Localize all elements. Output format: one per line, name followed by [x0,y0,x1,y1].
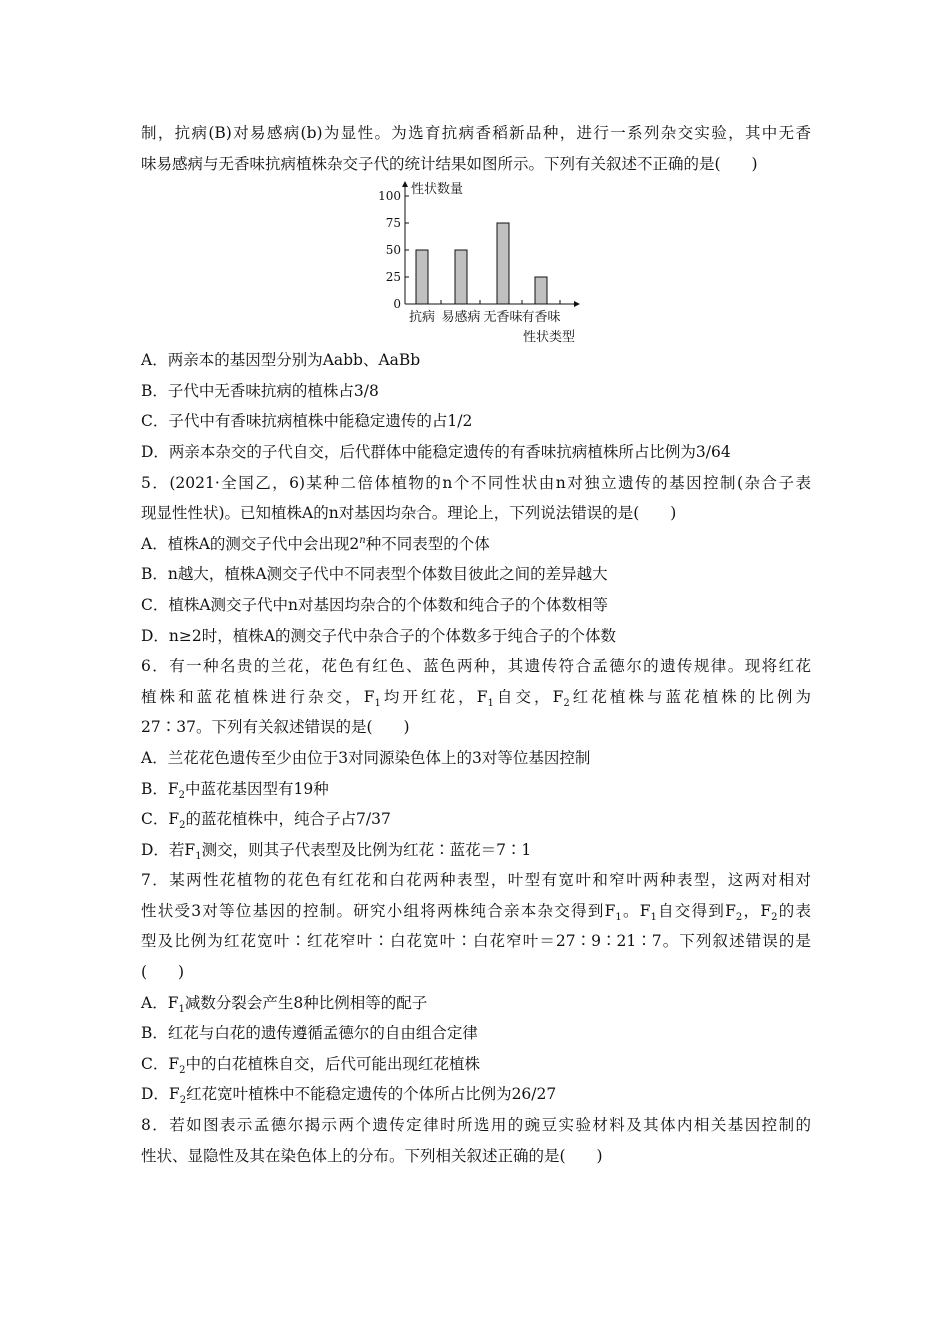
q7-sub-2a: 2 [735,911,743,923]
q7-option-c-pre: C．F [141,1054,180,1073]
q6-stem-line-3: 27∶37。下列有关叙述错误的是( ) [141,718,410,737]
q6-option-d-post: 测交，则其子代表型及比例为红花∶蓝花＝7∶1 [201,840,532,859]
q5-option-a-sup: n [359,534,366,546]
q7-stem-line-3: 型及比例为红花宽叶∶红花窄叶∶白花宽叶∶白花窄叶＝27∶9∶21∶7。下列叙述错误的是 [141,932,811,951]
q7-option-c-post: 中的白花植株自交，后代可能出现红花植株 [185,1054,481,1073]
q5-option-a [141,529,811,560]
q6-sub-1a: 1 [374,697,381,709]
q7-option-d-post: 红花宽叶植株中不能稳定遗传的个体所占比例为26/27 [186,1085,557,1104]
q6-sub-1b: 1 [487,697,494,709]
q6-option-c-pre: C．F [141,810,180,829]
document-content [141,118,811,1171]
x-tick-label: 易感病 [441,310,481,326]
q4-option-c: C．子代中有香味抗病植株中能稳定遗传的占1/2 [141,412,473,431]
q5-option-a-pre: A．植株A的测交子代中会出现2 [141,534,360,553]
q6-stem-line-2 [141,682,811,713]
bar [455,250,467,304]
q6-option-b-post: 中蓝花基因型有19种 [185,779,329,798]
q4-stem-line-2: 味易感病与无香味抗病植株杂交子代的统计结果如图所示。下列有关叙述不正确的是( ) [141,154,758,173]
q4-option-b: B．子代中无香味抗病的植株占3/8 [141,381,379,400]
q6-option-b-sub: 2 [178,789,186,801]
q5-option-b: B．n越大，植株A测交子代中不同表型个体数目彼此之间的差异越大 [141,565,608,584]
q5-option-d: D．n≥2时，植株A的测交子代中杂合子的个体数多于纯合子的个体数 [141,626,616,645]
y-tick-label: 100 [378,189,401,204]
y-tick-label: 25 [385,270,401,285]
x-tick-label: 无香味 [483,310,523,326]
q7-option-b: B．红花与白花的遗传遵循孟德尔的自由组合定律 [141,1024,478,1043]
x-tick-label: 抗病 [408,310,436,326]
q6-l2-a: 植株和蓝花植株进行杂交，F [141,687,375,706]
q6-option-d-sub: 1 [195,850,202,862]
q4-option-a: A．两亲本的基因型分别为Aabb、AaBb [141,351,421,370]
y-tick-label: 50 [385,243,401,258]
q7-option-d-sub: 2 [179,1095,187,1107]
q7-option-c [141,1049,811,1080]
q4-stem-line-1: 制，抗病(B)对易感病(b)为显性。为选育抗病香稻新品种，进行一系列杂交实验，其中无香 [141,124,811,142]
q7-stem-line-4: ( ) [141,963,185,982]
q6-l2-b: 均开红花，F [380,687,488,706]
q5-stem-line-1: 5．(2021·全国乙，6)某种二倍体植物的n个不同性状由n对独立遗传的基因控制(杂合子表 [141,473,811,492]
q5-option-a-post: 种不同表型的个体 [365,534,490,553]
q6-option-c [141,804,811,835]
q6-l2-c: 自交，F [493,687,564,706]
q8-stem-line-1: 8．若如图表示孟德尔揭示两个遗传定律时所选用的豌豆实验材料及其体内相关基因控制的 [141,1116,811,1135]
q7-sub-1a: 1 [615,911,622,923]
bar [497,223,509,304]
q6-option-c-post: 的蓝花植株中，纯合子占7/37 [185,810,391,829]
q5-stem-line-2: 现显性性状)。已知植株A的n对基因均杂合。理论上，下列说法错误的是( ) [141,504,677,523]
bar-chart [141,179,811,347]
q7-l2-e: 的表 [777,901,811,920]
q8-stem-line-2: 性状、显隐性及其在染色体上的分布。下列相关叙述正确的是( ) [141,1146,603,1165]
x-axis-label: 性状类型 [522,330,576,346]
q6-option-b-pre: B．F [141,779,179,798]
q6-sub-2a: 2 [563,697,570,709]
q7-l2-c: 自交得到F [656,901,736,920]
bar-chart-svg [141,179,811,347]
q7-option-d-pre: D．F [141,1085,180,1104]
q7-stem-line-2 [141,896,811,927]
q7-option-c-sub: 2 [179,1064,186,1076]
q7-option-a-pre: A．F [141,993,179,1012]
q7-l2-b: 。F [621,901,651,920]
q7-option-a [141,988,811,1019]
bar [535,277,547,304]
q4-option-d: D．两亲本杂交的子代自交，后代群体中能稳定遗传的有香味抗病植株所占比例为3/64 [141,442,731,461]
q7-sub-1b: 1 [650,911,657,923]
q6-l2-d: 红花植株与蓝花植株的比例为 [569,687,811,706]
y-tick-label: 0 [393,297,401,312]
q6-option-d [141,835,811,866]
q5-option-c: C．植株A测交子代中n对基因均杂合的个体数和纯合子的个体数相等 [141,595,609,614]
q6-option-a: A．兰花花色遗传至少由位于3对同源染色体上的3对等位基因控制 [141,748,591,767]
q7-option-d [141,1079,811,1110]
bar [416,250,428,304]
q7-sub-2b: 2 [771,911,778,923]
y-axis-label: 性状数量 [411,182,464,198]
q6-option-b [141,774,811,805]
q6-option-d-pre: D．若F [141,840,196,859]
q7-l2-a: 性状受3对等位基因的控制。研究小组将两株纯合亲本杂交得到F [141,901,616,920]
q7-option-a-sub: 1 [178,1003,185,1015]
y-tick-label: 75 [385,216,401,231]
q6-option-c-sub: 2 [179,820,186,832]
q6-stem-line-1: 6．有一种名贵的兰花，花色有红色、蓝色两种，其遗传符合孟德尔的遗传规律。现将红花 [141,657,811,676]
q7-stem-line-1: 7．某两性花植物的花色有红花和白花两种表型，叶型有宽叶和窄叶两种表型，这两对相对 [141,871,811,890]
x-tick-label: 有香味 [521,310,561,326]
q7-l2-d: ，F [742,901,772,920]
q7-option-a-post: 减数分裂会产生8种比例相等的配子 [184,993,428,1012]
